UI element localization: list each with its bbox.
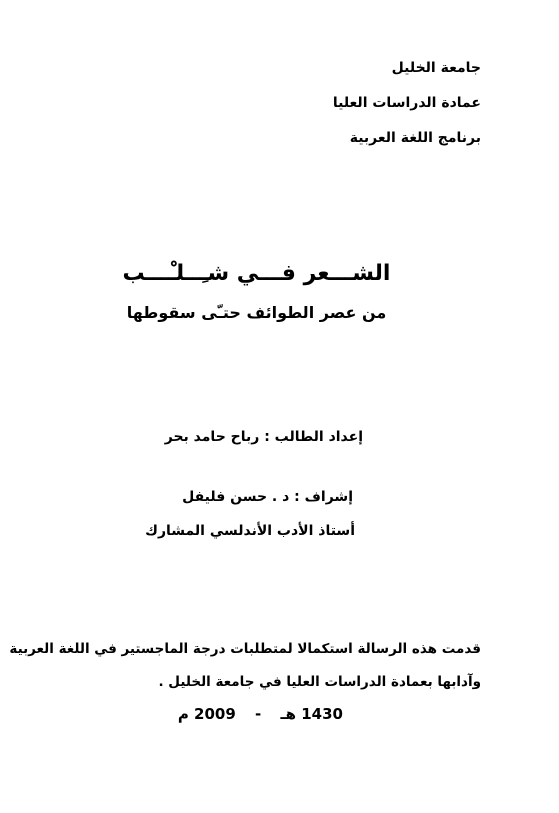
- hijri-year: 1430 هـ: [280, 705, 343, 723]
- submission-date: [178, 705, 343, 723]
- date-separator: -: [255, 705, 262, 723]
- thesis-title: الشـــعر فـــي شـِــلـْـــب: [122, 261, 391, 286]
- supervisor-rank: أستاذ الأدب الأندلسي المشارك: [145, 523, 355, 539]
- supervisor-line: إشراف : د . حسن فليفل: [182, 489, 353, 505]
- thesis-subtitle: من عصر الطوائف حتـّى سقوطها: [126, 303, 387, 322]
- deanship-name: عمادة الدراسات العليا: [332, 95, 481, 111]
- program-name: برنامج اللغة العربية: [349, 130, 481, 146]
- university-name: جامعة الخليل: [391, 60, 481, 76]
- submission-statement-line-2: وآدابها بعمادة الدراسات العليا في جامعة الخليل .: [158, 674, 481, 690]
- student-line: إعداد الطالب : رباح حامد بحر: [164, 429, 363, 445]
- gregorian-year: 2009 م: [177, 705, 236, 723]
- submission-statement-line-1: قدمت هذه الرسالة استكمالا لمتطلبات درجة الماجستير في اللغة العربية: [9, 641, 481, 657]
